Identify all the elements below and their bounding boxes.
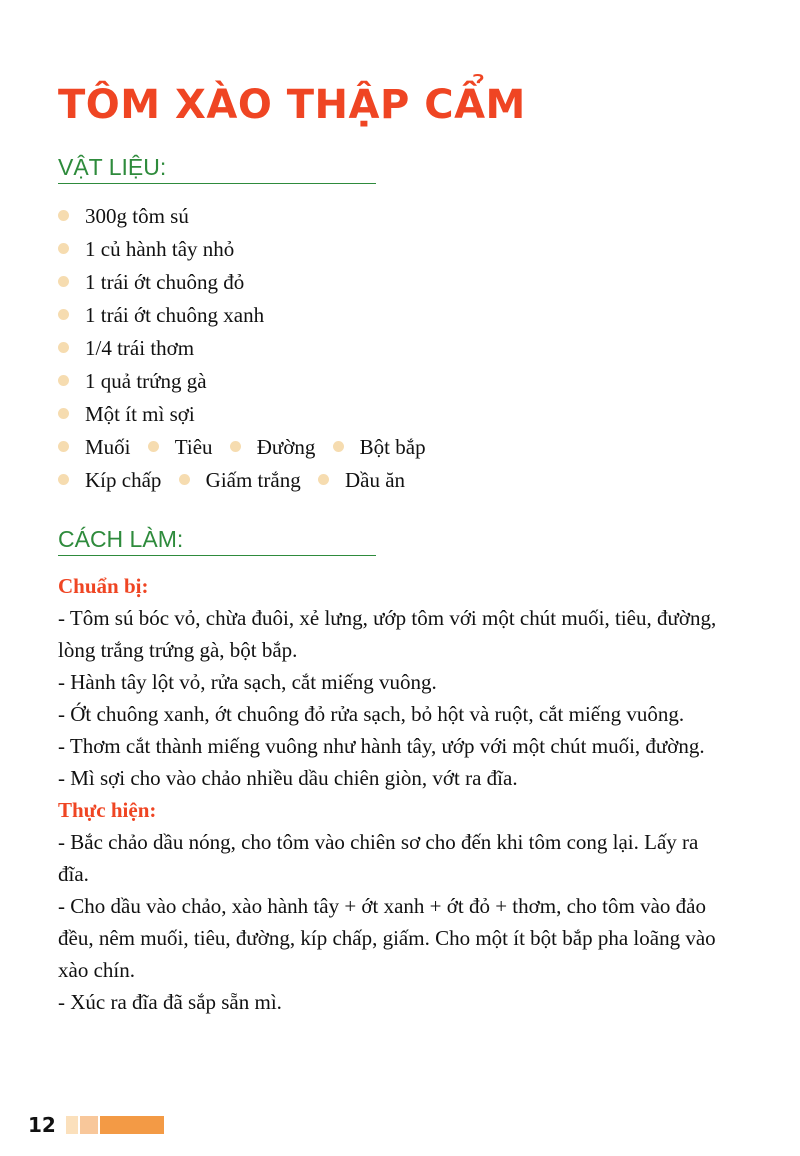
bullet-dot	[179, 474, 190, 485]
prep-heading: Chuẩn bị:	[58, 574, 149, 598]
method-body	[58, 570, 718, 1018]
seasoning-row: Muối Tiêu Đường Bột bắp	[58, 431, 426, 464]
prep-step: - Mì sợi cho vào chảo nhiều dầu chiên giòn, vớt ra đĩa.	[58, 766, 518, 790]
footer-bar-dark	[100, 1116, 164, 1134]
seasoning-row: Kíp chấp Giấm trắng Dầu ăn	[58, 464, 426, 497]
ingredient-item: Một ít mì sợi	[58, 398, 426, 431]
footer-bar-medium	[80, 1116, 98, 1134]
ingredient-item: 1 quả trứng gà	[58, 365, 426, 398]
prep-step: - Ớt chuông xanh, ớt chuông đỏ rửa sạch, bỏ hột và ruột, cắt miếng vuông.	[58, 702, 685, 726]
bullet-dot	[58, 276, 69, 287]
ingredient-item: 1 trái ớt chuông xanh	[58, 299, 426, 332]
page-title: TÔM XÀO THẬP CẨM	[58, 82, 526, 128]
prep-step: - Hành tây lột vỏ, rửa sạch, cắt miếng vuông.	[58, 670, 437, 694]
bullet-dot	[58, 342, 69, 353]
bullet-dot	[58, 210, 69, 221]
bullet-dot	[148, 441, 159, 452]
footer-bar-light	[66, 1116, 78, 1134]
method-heading: CÁCH LÀM:	[58, 526, 376, 556]
bullet-dot	[58, 408, 69, 419]
bullet-dot	[58, 309, 69, 320]
ingredient-item: 1 củ hành tây nhỏ	[58, 233, 426, 266]
bullet-dot	[318, 474, 329, 485]
bullet-dot	[58, 474, 69, 485]
do-step: - Cho dầu vào chảo, xào hành tây + ớt xanh + ớt đỏ + thơm, cho tôm vào đảo đều, nêm muối, tiêu, đường, kíp chấp, giấm. Cho một ít bột bắp pha loãng vào xào chín.	[58, 894, 716, 982]
do-step: - Bắc chảo dầu nóng, cho tôm vào chiên sơ cho đến khi tôm cong lại. Lấy ra đĩa.	[58, 830, 699, 886]
do-heading: Thực hiện:	[58, 798, 157, 822]
bullet-dot	[58, 441, 69, 452]
do-step: - Xúc ra đĩa đã sắp sẵn mì.	[58, 990, 282, 1014]
ingredient-item: 1/4 trái thơm	[58, 332, 426, 365]
page-number: 12	[28, 1113, 56, 1137]
ingredient-item: 1 trái ớt chuông đỏ	[58, 266, 426, 299]
bullet-dot	[230, 441, 241, 452]
page-footer	[28, 1113, 164, 1137]
bullet-dot	[333, 441, 344, 452]
bullet-dot	[58, 375, 69, 386]
ingredient-item: 300g tôm sú	[58, 200, 426, 233]
prep-step: - Tôm sú bóc vỏ, chừa đuôi, xẻ lưng, ướp tôm với một chút muối, tiêu, đường, lòng trắng trứng gà, bột bắp.	[58, 606, 717, 662]
prep-step: - Thơm cắt thành miếng vuông như hành tây, ướp với một chút muối, đường.	[58, 734, 705, 758]
ingredient-list	[58, 200, 426, 497]
bullet-dot	[58, 243, 69, 254]
materials-heading: VẬT LIỆU:	[58, 154, 376, 184]
